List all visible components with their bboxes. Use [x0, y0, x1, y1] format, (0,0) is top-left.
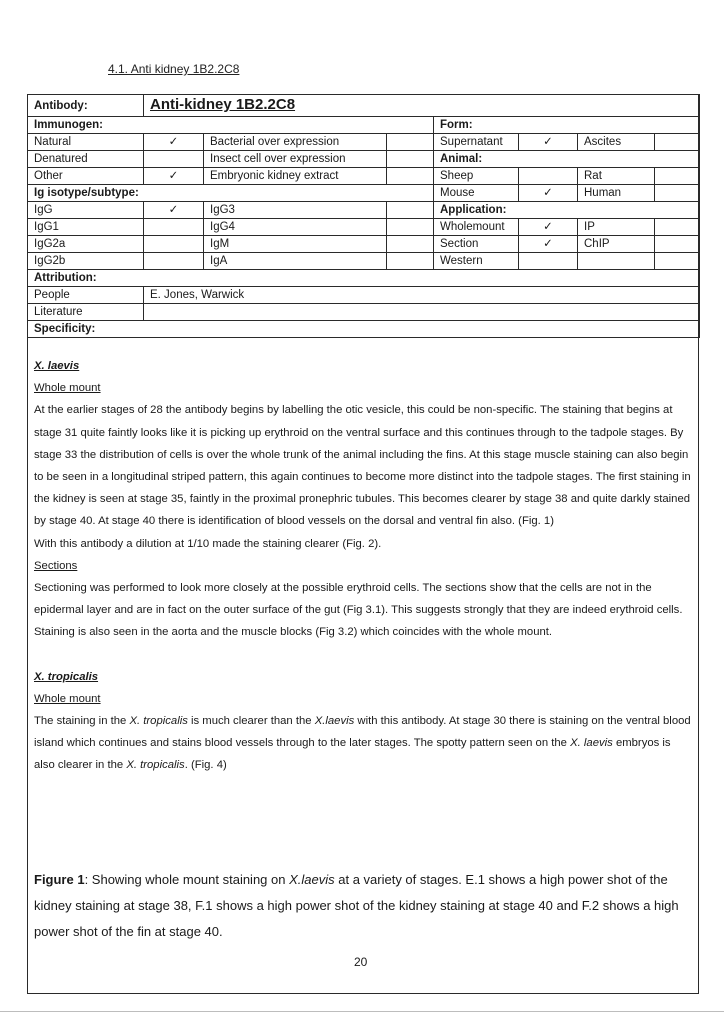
isotype-option: IgG4	[204, 219, 387, 236]
check-icon: ✓	[519, 236, 578, 253]
people-value: E. Jones, Warwick	[144, 287, 700, 304]
application-option: Western	[434, 253, 519, 270]
empty-check-cell	[144, 253, 204, 270]
empty-check-cell	[655, 219, 700, 236]
figure-caption	[34, 867, 694, 945]
immunogen-option: Other	[28, 168, 144, 185]
immunogen-option: Natural	[28, 134, 144, 151]
check-icon: ✓	[144, 168, 204, 185]
table-row	[28, 151, 700, 168]
immunogen-label: Immunogen:	[28, 117, 434, 134]
immunogen-form-header-row	[28, 117, 700, 134]
animal-label: Animal:	[434, 151, 700, 168]
empty-check-cell	[387, 134, 434, 151]
species-name: X. tropicalis	[129, 715, 188, 728]
attribution-label: Attribution:	[28, 270, 700, 287]
text: . (Fig. 4)	[184, 759, 227, 772]
application-option: ChIP	[578, 236, 655, 253]
text: at a variety of stages. E.1 shows a high power shot of the kidney staining at stage 38, F.1 shows a high power shot of the kidney staining at stage 40 and F.2 shows a high power shot of the fin at stage 40.	[34, 872, 679, 939]
application-label: Application:	[434, 202, 700, 219]
specificity-header-row	[28, 321, 700, 338]
empty-check-cell	[655, 134, 700, 151]
page-number: 20	[354, 955, 368, 969]
immunogen-option: Insect cell over expression	[204, 151, 387, 168]
empty-check-cell	[387, 236, 434, 253]
text: The staining in the	[34, 715, 130, 728]
isotype-option: IgG2b	[28, 253, 144, 270]
isotype-option: IgM	[204, 236, 387, 253]
empty-check-cell	[387, 253, 434, 270]
section-heading: 4.1. Anti kidney 1B2.2C8	[108, 62, 240, 76]
isotype-option: IgG3	[204, 202, 387, 219]
literature-label: Literature	[28, 304, 144, 321]
isotype-option: IgG	[28, 202, 144, 219]
table-row	[28, 219, 700, 236]
empty-check-cell	[655, 168, 700, 185]
empty-check-cell	[655, 236, 700, 253]
tropicalis-whole-mount-paragraph	[34, 710, 694, 777]
text: : Showing whole mount staining on	[84, 872, 290, 887]
subheading-whole-mount: Whole mount	[34, 382, 101, 395]
empty-check-cell	[144, 236, 204, 253]
sections-paragraph: Sectioning was performed to look more closely at the possible erythroid cells. The sections show that the cells are not in the epidermal layer and are in fact on the outer surface of the gut (Fig 3.1). This suggests strongly that they are indeed erythroid cells. Staining is also seen in the aorta and the muscle blocks (Fig 3.2) which coincides with the whole mount.	[34, 582, 683, 639]
empty-check-cell	[144, 219, 204, 236]
dilution-paragraph: With this antibody a dilution at 1/10 made the staining clearer (Fig. 2).	[34, 537, 382, 550]
table-row	[28, 287, 700, 304]
isotype-label: Ig isotype/subtype:	[28, 185, 434, 202]
table-row	[28, 304, 700, 321]
antibody-name-cell	[144, 95, 700, 117]
application-option	[578, 253, 655, 270]
subheading-sections: Sections	[34, 559, 78, 572]
application-option: Section	[434, 236, 519, 253]
animal-option: Human	[578, 185, 655, 202]
text: embryos is also clearer in the	[34, 737, 671, 772]
isotype-option: IgA	[204, 253, 387, 270]
species-name: X. tropicalis	[126, 759, 185, 772]
empty-check-cell	[144, 151, 204, 168]
check-icon: ✓	[144, 134, 204, 151]
antibody-table	[27, 94, 700, 338]
empty-check-cell	[519, 253, 578, 270]
species-name: X.laevis	[289, 872, 335, 887]
people-label: People	[28, 287, 144, 304]
table-row	[28, 185, 700, 202]
figure-label: Figure 1	[34, 872, 85, 887]
empty-check-cell	[655, 253, 700, 270]
subheading-whole-mount: Whole mount	[34, 692, 101, 705]
table-row	[28, 236, 700, 253]
isotype-option: IgG2a	[28, 236, 144, 253]
form-option: Supernatant	[434, 134, 519, 151]
empty-check-cell	[387, 151, 434, 168]
attribution-header-row	[28, 270, 700, 287]
immunogen-option: Embryonic kidney extract	[204, 168, 387, 185]
antibody-row	[28, 95, 700, 117]
empty-check-cell	[387, 202, 434, 219]
empty-check-cell	[519, 168, 578, 185]
application-option: IP	[578, 219, 655, 236]
page-edge-divider	[0, 1011, 724, 1012]
laevis-whole-mount-paragraph: At the earlier stages of 28 the antibody begins by labelling the otic vesicle, this could be non-specific. The staining that begins at stage 31 quite faintly looks like it is picking up erythroid on the ventral surface and this continues through to the tadpole stages. By stage 33 the distribution of cells is over the whole trunk of the animal including the fins. At this stage muscle staining can also begin to be seen in a longitudinal striped pattern, this again continues to become more distinct into the tadpole stages. The first staining in the kidney is seen at stage 35, faintly in the proximal pronephric tubules. This becomes clearer by stage 38 and quite darkly stained by stage 40. At stage 40 there is identification of blood vessels on the dorsal and ventral fin also. (Fig. 1)	[34, 404, 691, 528]
specificity-body	[34, 355, 694, 777]
text: is much clearer than the	[187, 715, 315, 728]
species-heading-tropicalis: X. tropicalis	[34, 670, 99, 683]
table-row	[28, 202, 700, 219]
animal-option: Rat	[578, 168, 655, 185]
check-icon: ✓	[519, 185, 578, 202]
table-row	[28, 168, 700, 185]
empty-check-cell	[387, 168, 434, 185]
literature-value	[144, 304, 700, 321]
text: with this antibody. At stage 30 there is staining on the ventral blood island which continues and stains blood vessels through to the later stages. The spotty pattern seen on the	[34, 715, 691, 750]
isotype-option: IgG1	[28, 219, 144, 236]
check-icon: ✓	[519, 219, 578, 236]
animal-option: Sheep	[434, 168, 519, 185]
species-name: X. laevis	[570, 737, 613, 750]
form-option: Ascites	[578, 134, 655, 151]
empty-check-cell	[655, 185, 700, 202]
antibody-name: Anti-kidney 1B2.2C8	[150, 96, 296, 113]
form-label: Form:	[434, 117, 700, 134]
animal-option: Mouse	[434, 185, 519, 202]
application-option: Wholemount	[434, 219, 519, 236]
table-row	[28, 134, 700, 151]
check-icon: ✓	[519, 134, 578, 151]
empty-check-cell	[387, 219, 434, 236]
check-icon: ✓	[144, 202, 204, 219]
specificity-label: Specificity:	[28, 321, 700, 338]
immunogen-option: Denatured	[28, 151, 144, 168]
species-heading-laevis: X. laevis	[34, 360, 80, 372]
immunogen-option: Bacterial over expression	[204, 134, 387, 151]
table-row	[28, 253, 700, 270]
species-name: X.laevis	[314, 715, 355, 728]
antibody-label: Antibody:	[28, 95, 144, 117]
